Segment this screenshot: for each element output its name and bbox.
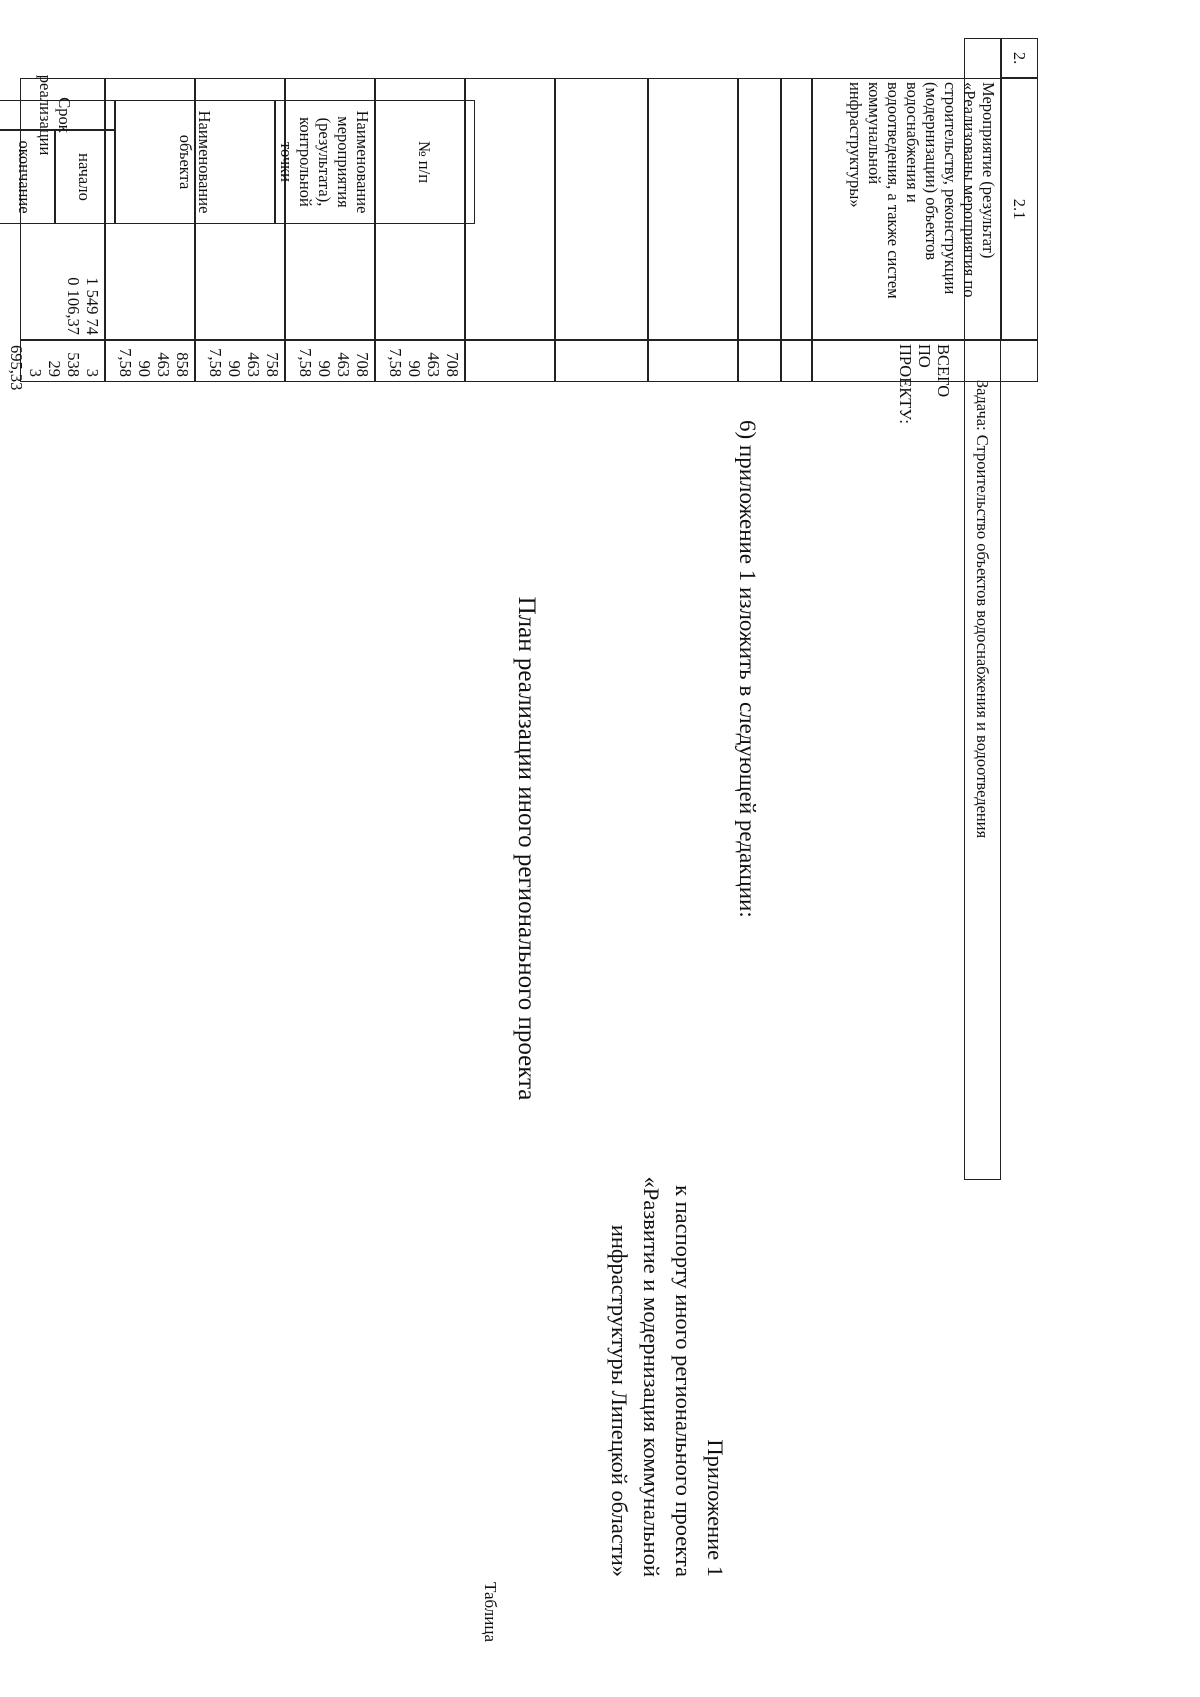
row-cell [781,78,812,340]
task-heading: Задача: Строительство объектов водоснабжения и водоотведения [964,38,1001,1180]
appendix-line: инфраструктуры Липецкой области» [607,1224,632,1577]
appendix-line: к паспорту иного регионального проекта [671,1185,696,1577]
total-cell [738,340,781,382]
amendment-text: 6) приложение 1 изложить в следующей редакции: [735,420,760,918]
plan-title: План реализации иного регионального проекта [513,596,540,1101]
total-cell [648,340,738,382]
header-event: Наименование мероприятия (результата), контрольной точки [275,100,375,224]
total-label: ВСЕГО ПО ПРОЕКТУ: [812,340,1038,382]
header-start: начало [55,130,115,224]
total-cell [555,340,648,382]
row-event-text: Мероприятие (результат) «Реализованы мероприятия по строительству, реконструкции (модернизации) объектов водоснабжения и водоотведения, а также систем коммунальной инфраструктуры» [812,78,1001,340]
total-cell [465,340,555,382]
total-value: 758 463 90 7,58 [195,340,285,382]
row-cell [465,78,555,340]
appendix-label: Приложение 1 [703,1439,728,1577]
header-end: окончание [0,130,55,224]
header-num: № п/п [375,100,475,224]
row-number: 2.1 [1001,78,1038,340]
row-cell [738,78,781,340]
header-object: Наименование объекта [115,100,275,224]
task-number: 2. [1001,38,1038,78]
row-cell [555,78,648,340]
row-cell [648,78,738,340]
total-value: 3 538 29 3 695,33 [20,340,105,382]
total-cell [781,340,812,382]
header-term: Срок реализации [0,100,115,130]
total-value: 708 463 90 7,58 [285,340,375,382]
total-value: 858 463 90 7,58 [105,340,195,382]
row-total: 1 549 74 0 106,37 [20,78,105,340]
total-value: 708 463 90 7,58 [375,340,465,382]
appendix-line: «Развитие и модернизация коммунальной [639,1176,664,1577]
table-caption: Таблица [481,1582,500,1642]
